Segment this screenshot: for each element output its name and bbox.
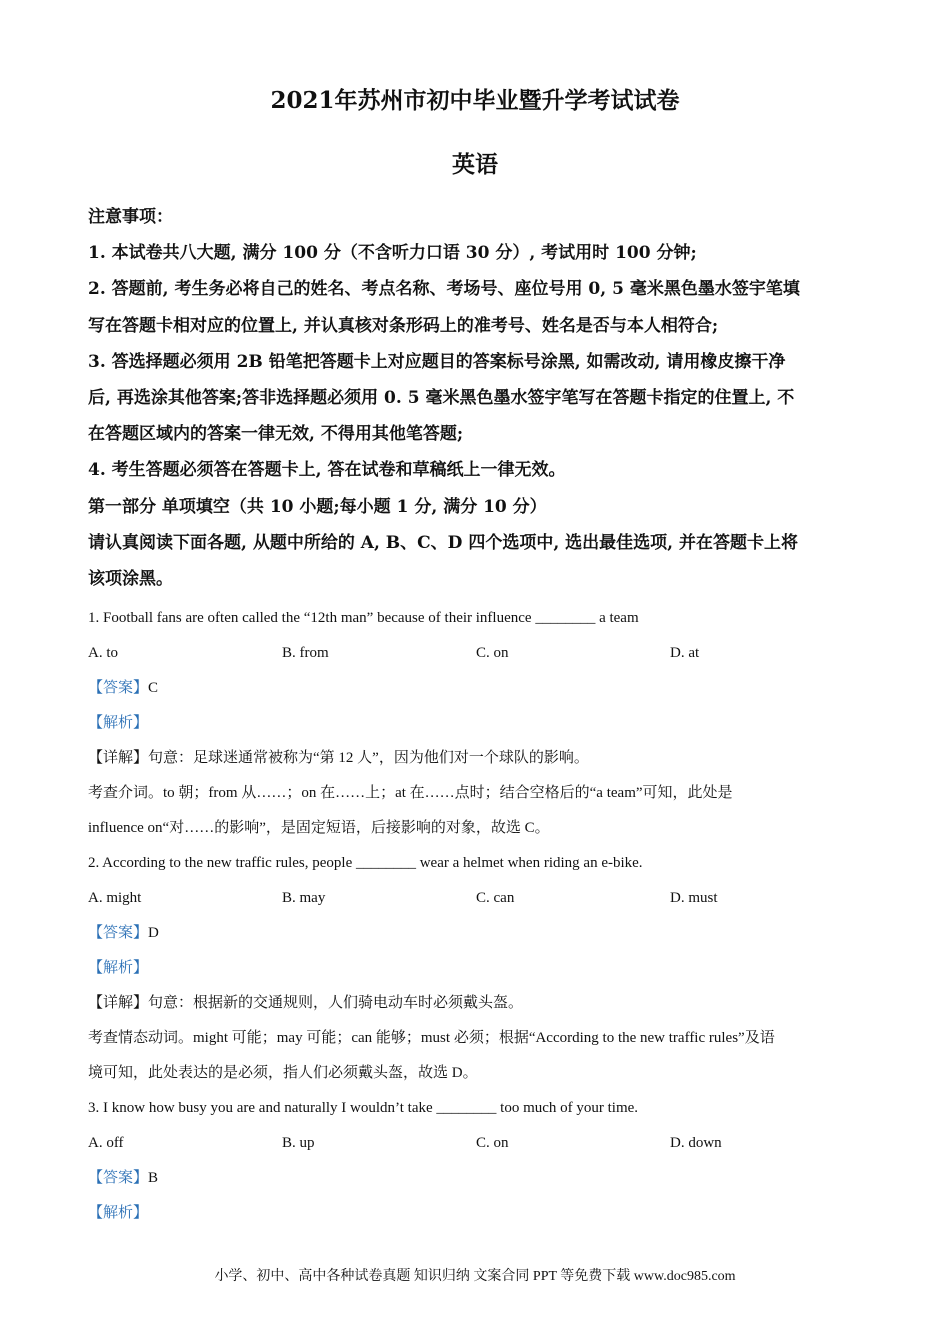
answer-line — [88, 671, 872, 706]
answer-value: D — [148, 925, 159, 941]
explain-line: 考查情态动词。might 可能；may 可能；can 能够；must 必须；根据“According to the new traffic rules”及语 — [88, 1030, 775, 1046]
option-c: C. on — [476, 1135, 509, 1151]
notice-line: 2. 答题前, 考生务必将自己的姓名、考点名称、考场号、座位号用 0, 5 毫米黑色墨水签宇笔填 — [88, 279, 800, 300]
notice-line: 1. 本试卷共八大题, 满分 100 分（不含听力口语 30 分）, 考试用时 100 分钟; — [88, 243, 697, 264]
answer-value: B — [148, 1170, 159, 1186]
notice-line: 3. 答选择题必须用 2B 铅笔把答题卡上对应题目的答案标号涂黑, 如需改动, 请用橡皮擦干净 — [88, 351, 786, 372]
explain-line: 考查介词。to 朝；from 从……；on 在……上；at 在……点时；结合空格后的“a team”可知，此处是 — [88, 785, 733, 801]
option-b: B. from — [282, 645, 329, 661]
answer-tag: 【答案】 — [88, 1170, 149, 1186]
option-c: C. on — [476, 645, 509, 661]
answer-tag: 【答案】 — [88, 680, 149, 696]
detail-text: 句意：根据新的交通规则，人们骑电动车时必须戴头盔。 — [148, 995, 524, 1011]
analysis-line — [88, 706, 872, 741]
detail-line — [88, 986, 872, 1021]
answer-line — [88, 1161, 872, 1196]
analysis-tag: 【解析】 — [88, 1205, 149, 1221]
option-b: B. may — [282, 890, 326, 906]
analysis-tag: 【解析】 — [88, 960, 149, 976]
answer-value: C — [148, 680, 159, 696]
detail-tag: 【详解】 — [88, 750, 149, 766]
exam-subject: 英语 — [452, 151, 498, 178]
question-stem: 1. Football fans are often called the “12th man” because of their influence ________ a team — [88, 610, 639, 626]
questions-area — [88, 601, 872, 1231]
detail-text: 句意：足球迷通常被称为“第 12 人”，因为他们对一个球队的影响。 — [148, 750, 589, 766]
question-stem: 3. I know how busy you are and naturally I wouldn’t take ________ too much of your time. — [88, 1100, 639, 1116]
analysis-line — [88, 951, 872, 986]
option-a: A. might — [88, 890, 142, 906]
notice-line: 写在答题卡相对应的位置上, 并认真核对条形码上的准考号、姓名是否与本人相符合; — [88, 315, 719, 336]
question-options — [88, 636, 872, 671]
notice-line: 4. 考生答题必须答在答题卡上, 答在试卷和草稿纸上一律无效。 — [88, 460, 566, 481]
detail-line — [88, 741, 872, 776]
notice-block — [88, 199, 872, 597]
notice-line: 在答题区域内的答案一律无效, 不得用其他笔答题; — [88, 424, 464, 445]
option-d: D. down — [670, 1135, 722, 1151]
explain-line: 境可知，此处表达的是必须，指人们必须戴头盔，故选 D。 — [88, 1065, 478, 1081]
answer-tag: 【答案】 — [88, 925, 149, 941]
notice-line: 后, 再选涂其他答案;答非选择题必须用 0. 5 毫米黑色墨水签宇笔写在答题卡指定的住置上, 不 — [88, 388, 795, 409]
page-footer: 小学、初中、高中各种试卷真题 知识归纳 文案合同 PPT 等免费下载 www.doc985.com — [214, 1269, 736, 1284]
option-d: D. must — [670, 890, 718, 906]
option-d: D. at — [670, 645, 700, 661]
question-stem: 2. According to the new traffic rules, people ________ wear a helmet when riding an e-bike. — [88, 855, 643, 871]
explain-line: influence on“对……的影响”，是固定短语，后接影响的对象，故选 C。 — [88, 820, 550, 836]
analysis-line — [88, 1196, 872, 1231]
option-a: A. to — [88, 645, 118, 661]
question-options — [88, 881, 872, 916]
section-instruction: 请认真阅读下面各题, 从题中所给的 A, B、C、D 四个选项中, 选出最佳选项, 并在答题卡上将 — [88, 532, 799, 553]
exam-title: 2021年苏州市初中毕业暨升学考试试卷 — [270, 87, 680, 114]
section-instruction: 该项涂黑。 — [88, 569, 173, 590]
notice-heading: 注意事项： — [88, 207, 173, 227]
option-c: C. can — [476, 890, 515, 906]
detail-tag: 【详解】 — [88, 995, 149, 1011]
section-heading: 第一部分 单项填空（共 10 小题;每小题 1 分, 满分 10 分） — [88, 496, 547, 517]
option-a: A. off — [88, 1135, 124, 1151]
question-options — [88, 1126, 872, 1161]
option-b: B. up — [282, 1135, 315, 1151]
analysis-tag: 【解析】 — [88, 715, 149, 731]
answer-line — [88, 916, 872, 951]
